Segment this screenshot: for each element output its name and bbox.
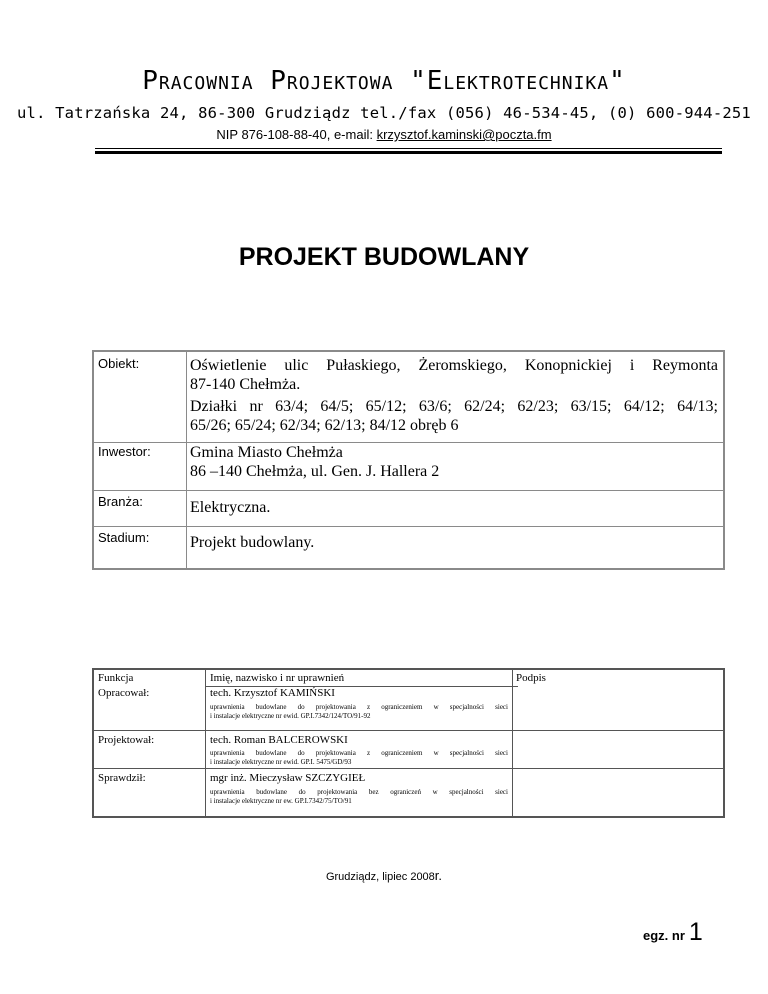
sig-function: Sprawdził: — [98, 772, 146, 784]
signature-table — [92, 668, 725, 818]
inwestor-line: 86 –140 Chełmża, ul. Gen. J. Hallera 2 — [190, 463, 440, 480]
sig-function: Opracował: — [98, 687, 150, 699]
sig-license-note — [210, 749, 508, 767]
nip-text: NIP 876-108-88-40, e-mail: — [216, 127, 377, 142]
sig-license-note — [210, 788, 508, 806]
place-date-text: Grudziądz, lipiec 2008 — [325, 871, 435, 883]
info-row-divider — [94, 490, 723, 491]
sig-header-function: Funkcja — [98, 672, 134, 684]
header-divider-thick — [95, 151, 722, 154]
sig-function: Projektował: — [98, 734, 155, 746]
signature-box — [513, 731, 723, 768]
place-and-date — [0, 868, 768, 883]
inwestor-label: Inwestor: — [98, 444, 151, 459]
email-link[interactable]: krzysztof.kaminski@poczta.fm — [376, 127, 552, 142]
sig-person-name: tech. Krzysztof KAMIŃSKI — [210, 687, 335, 699]
info-row-divider — [94, 526, 723, 527]
license-line: i instalacje elektryczne nr ewid. GP.I.7342/124/TO/91-92 — [210, 712, 371, 720]
obiekt-value — [190, 356, 718, 435]
license-line: i instalacje elektryczne nr ewid. GP.I. 5475/GD/93 — [210, 758, 352, 766]
sig-header-name: Imię, nazwisko i nr uprawnień — [210, 672, 345, 684]
inwestor-value — [190, 443, 718, 481]
stadium-label: Stadium: — [98, 530, 150, 545]
branza-value: Elektryczna. — [190, 499, 271, 516]
place-date-suffix: r. — [434, 868, 443, 883]
obiekt-line: Oświetlenie ulic Pułaskiego, Żeromskiego, Konopnickiej i Reymonta — [190, 357, 718, 374]
signature-box — [513, 687, 723, 730]
sig-column-divider — [205, 670, 206, 816]
copy-number — [643, 918, 703, 947]
license-line: uprawnienia budowlane do projektowania bez ograniczeń w specjalności sieci — [210, 788, 508, 796]
branza-label: Branża: — [98, 494, 143, 509]
company-address: ul. Tatrzańska 24, 86-300 Grudziądz tel./fax (056) 46-534-45, (0) 600-944-251 — [17, 104, 751, 122]
obiekt-line: Działki nr 63/4; 64/5; 65/12; 63/6; 62/24; 62/23; 63/15; 64/12; 64/13; — [190, 398, 718, 415]
document-title: PROJEKT BUDOWLANY — [238, 243, 530, 271]
obiekt-line: 87-140 Chełmża. — [190, 376, 301, 393]
license-line: uprawnienia budowlane do projektowania z ograniczeniem w specjalności sieci — [210, 703, 508, 711]
license-line: i instalacje elektryczne nr ew. GP.I.7342/75/TO/91 — [210, 797, 352, 805]
project-info-table — [92, 350, 725, 570]
info-column-divider — [186, 352, 187, 568]
signature-box — [513, 769, 723, 816]
company-name: Pracownia Projektowa "Elektrotechnika" — [142, 66, 626, 96]
sig-person-name: mgr inż. Mieczysław SZCZYGIEŁ — [210, 772, 366, 784]
copy-number-value: 1 — [688, 918, 703, 946]
sig-header-signature: Podpis — [516, 672, 546, 684]
copy-label: egz. nr — [643, 928, 685, 943]
inwestor-line: Gmina Miasto Chełmża — [190, 444, 343, 461]
header-divider-thin — [95, 148, 722, 149]
stadium-value: Projekt budowlany. — [190, 534, 315, 551]
license-line: uprawnienia budowlane do projektowania z ograniczeniem w specjalności sieci — [210, 749, 508, 757]
obiekt-line: 65/26; 65/24; 62/34; 62/13; 84/12 obręb 6 — [190, 417, 459, 434]
sig-license-note — [210, 703, 508, 721]
sig-person-name: tech. Roman BALCEROWSKI — [210, 734, 348, 746]
company-nip-line — [0, 127, 768, 142]
obiekt-label: Obiekt: — [98, 356, 140, 371]
